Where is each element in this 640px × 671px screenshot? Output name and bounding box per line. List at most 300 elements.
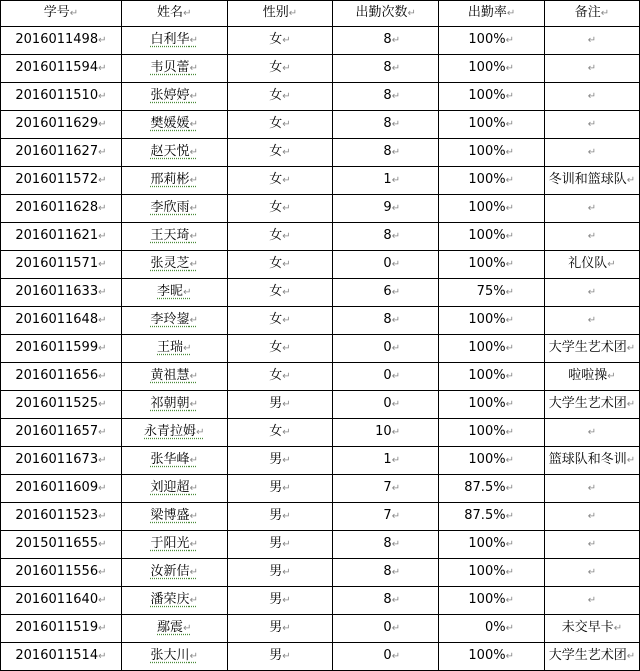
paragraph-mark: ↵	[98, 567, 107, 578]
cell-name: 邢莉彬↵	[121, 167, 227, 195]
cell-name: 鄢震↵	[121, 615, 227, 643]
paragraph-mark: ↵	[626, 455, 636, 466]
cell-gender: 女↵	[227, 279, 333, 307]
paragraph-mark: ↵	[98, 175, 107, 186]
cell-name: 樊媛媛↵	[121, 111, 227, 139]
cell-note: 未交早卡↵	[544, 615, 639, 643]
paragraph-mark: ↵	[189, 147, 198, 158]
cell-note	[544, 559, 639, 587]
cell-student-id: 2016011594↵	[1, 55, 122, 83]
cell-note	[544, 531, 639, 559]
paragraph-mark: ↵	[505, 91, 514, 102]
paragraph-mark: ↵	[282, 623, 291, 634]
paragraph-mark: ↵	[391, 259, 401, 270]
cell-attendance-rate: 100%↵	[439, 111, 545, 139]
paragraph-mark: ↵	[587, 119, 597, 130]
header-attendance-count: 出勤次数↵	[333, 1, 439, 27]
paragraph-mark: ↵	[98, 371, 107, 382]
paragraph-mark: ↵	[391, 315, 401, 326]
paragraph-mark: ↵	[587, 595, 597, 606]
cell-attendance-count: 8↵	[333, 27, 439, 55]
paragraph-mark: ↵	[391, 595, 401, 606]
paragraph-mark: ↵	[183, 343, 192, 354]
cell-note: 篮球队和冬训↵	[544, 447, 639, 475]
header-gender: 性别↵	[227, 1, 333, 27]
cell-name: 韦贝蕾↵	[121, 55, 227, 83]
cell-name: 张大川↵	[121, 643, 227, 671]
paragraph-mark: ↵	[282, 567, 291, 578]
table-row	[1, 475, 640, 503]
cell-attendance-count: 9↵	[333, 195, 439, 223]
cell-student-id: 2016011627↵	[1, 139, 122, 167]
paragraph-mark: ↵	[282, 91, 291, 102]
cell-student-id: 2016011621↵	[1, 223, 122, 251]
paragraph-mark: ↵	[282, 147, 291, 158]
paragraph-mark: ↵	[282, 35, 291, 46]
paragraph-mark: ↵	[282, 315, 291, 326]
cell-name: 刘迎超↵	[121, 475, 227, 503]
paragraph-mark: ↵	[189, 203, 198, 214]
cell-note	[544, 475, 639, 503]
table-row	[1, 111, 640, 139]
table-row	[1, 167, 640, 195]
paragraph-mark: ↵	[98, 203, 107, 214]
paragraph-mark: ↵	[505, 315, 514, 326]
cell-attendance-rate: 100%↵	[439, 139, 545, 167]
cell-name: 王瑞↵	[121, 335, 227, 363]
paragraph-mark: ↵	[505, 567, 514, 578]
paragraph-mark: ↵	[587, 315, 597, 326]
cell-note	[544, 139, 639, 167]
cell-attendance-rate: 100%↵	[439, 83, 545, 111]
paragraph-mark: ↵	[189, 231, 198, 242]
cell-gender: 女↵	[227, 139, 333, 167]
cell-gender: 女↵	[227, 251, 333, 279]
cell-attendance-rate: 100%↵	[439, 307, 545, 335]
paragraph-mark: ↵	[98, 315, 107, 326]
cell-gender: 男↵	[227, 475, 333, 503]
cell-gender: 男↵	[227, 559, 333, 587]
cell-attendance-count: 8↵	[333, 223, 439, 251]
paragraph-mark: ↵	[505, 259, 514, 270]
cell-attendance-count: 8↵	[333, 307, 439, 335]
cell-note	[544, 307, 639, 335]
cell-student-id: 2016011599↵	[1, 335, 122, 363]
paragraph-mark: ↵	[391, 175, 401, 186]
cell-attendance-rate: 100%↵	[439, 391, 545, 419]
cell-attendance-count: 7↵	[333, 503, 439, 531]
cell-attendance-rate: 100%↵	[439, 447, 545, 475]
cell-attendance-count: 8↵	[333, 587, 439, 615]
paragraph-mark: ↵	[626, 651, 636, 662]
paragraph-mark: ↵	[391, 427, 401, 438]
cell-student-id: 2016011510↵	[1, 83, 122, 111]
table-row	[1, 391, 640, 419]
cell-note	[544, 419, 639, 447]
paragraph-mark: ↵	[626, 399, 636, 410]
table-row	[1, 447, 640, 475]
paragraph-mark: ↵	[98, 483, 107, 494]
header-note: 备注↵	[544, 1, 639, 27]
paragraph-mark: ↵	[391, 483, 401, 494]
paragraph-mark: ↵	[613, 623, 623, 634]
cell-note	[544, 27, 639, 55]
paragraph-mark: ↵	[391, 567, 401, 578]
cell-student-id: 2016011525↵	[1, 391, 122, 419]
paragraph-mark: ↵	[505, 455, 514, 466]
cell-gender: 男↵	[227, 587, 333, 615]
paragraph-mark: ↵	[189, 455, 198, 466]
cell-attendance-rate: 100%↵	[439, 27, 545, 55]
table-row	[1, 335, 640, 363]
paragraph-mark: ↵	[505, 399, 514, 410]
paragraph-mark: ↵	[98, 91, 107, 102]
table-row	[1, 615, 640, 643]
cell-name: 王天琦↵	[121, 223, 227, 251]
paragraph-mark: ↵	[587, 567, 597, 578]
paragraph-mark: ↵	[626, 343, 636, 354]
cell-note	[544, 503, 639, 531]
paragraph-mark: ↵	[189, 567, 198, 578]
paragraph-mark: ↵	[587, 91, 597, 102]
header-student-id: 学号↵	[1, 1, 122, 27]
cell-gender: 女↵	[227, 363, 333, 391]
table-row	[1, 27, 640, 55]
paragraph-mark: ↵	[98, 651, 107, 662]
paragraph-mark: ↵	[391, 371, 401, 382]
cell-note	[544, 83, 639, 111]
paragraph-mark: ↵	[391, 35, 401, 46]
cell-name: 永青拉姆↵	[121, 419, 227, 447]
paragraph-mark: ↵	[189, 35, 198, 46]
paragraph-mark: ↵	[505, 595, 514, 606]
paragraph-mark: ↵	[391, 147, 401, 158]
paragraph-mark: ↵	[391, 539, 401, 550]
cell-attendance-count: 10↵	[333, 419, 439, 447]
paragraph-mark: ↵	[587, 147, 597, 158]
paragraph-mark: ↵	[98, 287, 107, 298]
cell-attendance-rate: 100%↵	[439, 363, 545, 391]
cell-gender: 女↵	[227, 195, 333, 223]
paragraph-mark: ↵	[98, 147, 107, 158]
table-row	[1, 223, 640, 251]
paragraph-mark: ↵	[98, 63, 107, 74]
cell-student-id: 2016011673↵	[1, 447, 122, 475]
cell-attendance-count: 7↵	[333, 475, 439, 503]
cell-student-id: 2016011556↵	[1, 559, 122, 587]
paragraph-mark: ↵	[391, 455, 401, 466]
cell-student-id: 2016011657↵	[1, 419, 122, 447]
cell-attendance-rate: 87.5%↵	[439, 475, 545, 503]
paragraph-mark: ↵	[505, 427, 514, 438]
paragraph-mark: ↵	[607, 259, 616, 270]
paragraph-mark: ↵	[282, 175, 291, 186]
cell-name: 赵天悦↵	[121, 139, 227, 167]
table-row	[1, 419, 640, 447]
cell-name: 李玲鋆↵	[121, 307, 227, 335]
paragraph-mark: ↵	[282, 119, 291, 130]
cell-note	[544, 55, 639, 83]
paragraph-mark: ↵	[189, 651, 198, 662]
cell-student-id: 2016011633↵	[1, 279, 122, 307]
cell-gender: 女↵	[227, 167, 333, 195]
cell-name: 李昵↵	[121, 279, 227, 307]
cell-name: 梁博盛↵	[121, 503, 227, 531]
paragraph-mark: ↵	[282, 539, 291, 550]
paragraph-mark: ↵	[282, 259, 291, 270]
cell-attendance-count: 0↵	[333, 335, 439, 363]
cell-name: 李欣雨↵	[121, 195, 227, 223]
cell-attendance-rate: 75%↵	[439, 279, 545, 307]
cell-attendance-rate: 100%↵	[439, 531, 545, 559]
paragraph-mark: ↵	[98, 539, 107, 550]
paragraph-mark: ↵	[282, 651, 291, 662]
paragraph-mark: ↵	[183, 623, 192, 634]
paragraph-mark: ↵	[391, 119, 401, 130]
cell-note: 大学生艺术团↵	[544, 643, 639, 671]
cell-note: 大学生艺术团↵	[544, 335, 639, 363]
header-row	[1, 1, 640, 27]
paragraph-mark: ↵	[189, 595, 198, 606]
paragraph-mark: ↵	[587, 483, 597, 494]
cell-student-id: 2016011609↵	[1, 475, 122, 503]
paragraph-mark: ↵	[189, 399, 198, 410]
cell-gender: 男↵	[227, 643, 333, 671]
paragraph-mark: ↵	[196, 427, 205, 438]
paragraph-mark: ↵	[98, 259, 107, 270]
paragraph-mark: ↵	[189, 175, 198, 186]
cell-name: 于阳光↵	[121, 531, 227, 559]
cell-name: 白利华↵	[121, 27, 227, 55]
cell-attendance-count: 8↵	[333, 559, 439, 587]
cell-attendance-count: 8↵	[333, 531, 439, 559]
paragraph-mark: ↵	[391, 651, 401, 662]
table-row	[1, 279, 640, 307]
cell-attendance-rate: 100%↵	[439, 419, 545, 447]
paragraph-mark: ↵	[189, 371, 198, 382]
paragraph-mark: ↵	[98, 595, 107, 606]
paragraph-mark: ↵	[607, 371, 616, 382]
paragraph-mark: ↵	[189, 91, 198, 102]
cell-student-id: 2016011498↵	[1, 27, 122, 55]
paragraph-mark: ↵	[98, 427, 107, 438]
paragraph-mark: ↵	[587, 539, 597, 550]
table-row	[1, 195, 640, 223]
cell-attendance-count: 0↵	[333, 615, 439, 643]
paragraph-mark: ↵	[505, 511, 514, 522]
cell-attendance-rate: 100%↵	[439, 55, 545, 83]
paragraph-mark: ↵	[282, 399, 291, 410]
header-name: 姓名↵	[121, 1, 227, 27]
cell-student-id: 2016011629↵	[1, 111, 122, 139]
paragraph-mark: ↵	[587, 287, 597, 298]
cell-attendance-rate: 100%↵	[439, 559, 545, 587]
cell-note	[544, 587, 639, 615]
paragraph-mark: ↵	[282, 511, 291, 522]
cell-attendance-rate: 100%↵	[439, 335, 545, 363]
cell-attendance-count: 0↵	[333, 363, 439, 391]
cell-student-id: 2015011655↵	[1, 531, 122, 559]
paragraph-mark: ↵	[505, 651, 514, 662]
cell-student-id: 2016011628↵	[1, 195, 122, 223]
cell-attendance-rate: 100%↵	[439, 251, 545, 279]
cell-student-id: 2016011514↵	[1, 643, 122, 671]
cell-attendance-count: 0↵	[333, 391, 439, 419]
paragraph-mark: ↵	[391, 399, 401, 410]
cell-attendance-rate: 0%↵	[439, 615, 545, 643]
paragraph-mark: ↵	[391, 231, 401, 242]
cell-attendance-rate: 100%↵	[439, 643, 545, 671]
paragraph-mark: ↵	[391, 203, 401, 214]
table-row	[1, 139, 640, 167]
paragraph-mark: ↵	[587, 63, 597, 74]
cell-attendance-count: 0↵	[333, 251, 439, 279]
cell-attendance-count: 6↵	[333, 279, 439, 307]
cell-note	[544, 195, 639, 223]
cell-note: 冬训和篮球队↵	[544, 167, 639, 195]
cell-gender: 女↵	[227, 83, 333, 111]
cell-student-id: 2016011648↵	[1, 307, 122, 335]
table-row	[1, 587, 640, 615]
paragraph-mark: ↵	[505, 539, 514, 550]
table-row	[1, 503, 640, 531]
paragraph-mark: ↵	[189, 483, 198, 494]
cell-student-id: 2016011656↵	[1, 363, 122, 391]
table-row	[1, 363, 640, 391]
cell-gender: 女↵	[227, 307, 333, 335]
cell-student-id: 2016011571↵	[1, 251, 122, 279]
paragraph-mark: ↵	[391, 343, 401, 354]
table-row	[1, 559, 640, 587]
paragraph-mark: ↵	[505, 203, 514, 214]
paragraph-mark: ↵	[282, 427, 291, 438]
cell-attendance-rate: 100%↵	[439, 587, 545, 615]
cell-name: 潘荣庆↵	[121, 587, 227, 615]
paragraph-mark: ↵	[505, 63, 514, 74]
cell-gender: 女↵	[227, 27, 333, 55]
cell-student-id: 2016011640↵	[1, 587, 122, 615]
paragraph-mark: ↵	[282, 595, 291, 606]
cell-attendance-rate: 100%↵	[439, 195, 545, 223]
table-row	[1, 55, 640, 83]
cell-gender: 女↵	[227, 111, 333, 139]
paragraph-mark: ↵	[505, 483, 514, 494]
cell-note: 啦啦操↵	[544, 363, 639, 391]
paragraph-mark: ↵	[391, 287, 401, 298]
cell-gender: 男↵	[227, 531, 333, 559]
cell-attendance-count: 0↵	[333, 643, 439, 671]
paragraph-mark: ↵	[505, 175, 514, 186]
paragraph-mark: ↵	[505, 287, 514, 298]
table-body	[1, 27, 640, 671]
paragraph-mark: ↵	[98, 623, 107, 634]
cell-attendance-count: 8↵	[333, 55, 439, 83]
cell-note	[544, 279, 639, 307]
paragraph-mark: ↵	[282, 455, 291, 466]
paragraph-mark: ↵	[98, 455, 107, 466]
paragraph-mark: ↵	[98, 399, 107, 410]
paragraph-mark: ↵	[282, 203, 291, 214]
cell-name: 张华峰↵	[121, 447, 227, 475]
paragraph-mark: ↵	[189, 63, 198, 74]
paragraph-mark: ↵	[391, 63, 401, 74]
paragraph-mark: ↵	[505, 35, 514, 46]
cell-gender: 男↵	[227, 447, 333, 475]
paragraph-mark: ↵	[587, 203, 597, 214]
cell-attendance-count: 8↵	[333, 139, 439, 167]
paragraph-mark: ↵	[98, 343, 107, 354]
table-row	[1, 251, 640, 279]
table-row	[1, 307, 640, 335]
paragraph-mark: ↵	[391, 511, 401, 522]
cell-note: 大学生艺术团↵	[544, 391, 639, 419]
cell-name: 张灵芝↵	[121, 251, 227, 279]
paragraph-mark: ↵	[183, 287, 192, 298]
paragraph-mark: ↵	[189, 511, 198, 522]
cell-name: 祁朝朝↵	[121, 391, 227, 419]
table-row	[1, 643, 640, 671]
paragraph-mark: ↵	[98, 119, 107, 130]
paragraph-mark: ↵	[505, 147, 514, 158]
paragraph-mark: ↵	[587, 427, 597, 438]
paragraph-mark: ↵	[505, 119, 514, 130]
paragraph-mark: ↵	[282, 371, 291, 382]
paragraph-mark: ↵	[282, 343, 291, 354]
paragraph-mark: ↵	[189, 539, 198, 550]
paragraph-mark: ↵	[391, 91, 401, 102]
paragraph-mark: ↵	[98, 231, 107, 242]
table-row	[1, 531, 640, 559]
cell-gender: 男↵	[227, 391, 333, 419]
cell-gender: 男↵	[227, 615, 333, 643]
paragraph-mark: ↵	[282, 287, 291, 298]
cell-attendance-rate: 100%↵	[439, 223, 545, 251]
paragraph-mark: ↵	[282, 231, 291, 242]
paragraph-mark: ↵	[189, 119, 198, 130]
paragraph-mark: ↵	[587, 231, 597, 242]
cell-attendance-count: 8↵	[333, 83, 439, 111]
cell-gender: 女↵	[227, 55, 333, 83]
cell-note: 礼仪队↵	[544, 251, 639, 279]
cell-attendance-count: 8↵	[333, 111, 439, 139]
paragraph-mark: ↵	[98, 35, 107, 46]
cell-attendance-rate: 100%↵	[439, 167, 545, 195]
paragraph-mark: ↵	[587, 35, 597, 46]
paragraph-mark: ↵	[282, 483, 291, 494]
cell-gender: 女↵	[227, 419, 333, 447]
paragraph-mark: ↵	[587, 511, 597, 522]
cell-attendance-count: 1↵	[333, 167, 439, 195]
paragraph-mark: ↵	[505, 623, 514, 634]
cell-note	[544, 111, 639, 139]
paragraph-mark: ↵	[505, 231, 514, 242]
paragraph-mark: ↵	[505, 343, 514, 354]
cell-gender: 女↵	[227, 335, 333, 363]
paragraph-mark: ↵	[626, 175, 636, 186]
header-attendance-rate: 出勤率↵	[439, 1, 545, 27]
cell-name: 张婷婷↵	[121, 83, 227, 111]
paragraph-mark: ↵	[98, 511, 107, 522]
cell-note	[544, 223, 639, 251]
cell-name: 汝新佶↵	[121, 559, 227, 587]
cell-name: 黄祖慧↵	[121, 363, 227, 391]
paragraph-mark: ↵	[189, 315, 198, 326]
paragraph-mark: ↵	[505, 371, 514, 382]
paragraph-mark: ↵	[391, 623, 401, 634]
table-row	[1, 83, 640, 111]
paragraph-mark: ↵	[282, 63, 291, 74]
paragraph-mark: ↵	[189, 259, 198, 270]
